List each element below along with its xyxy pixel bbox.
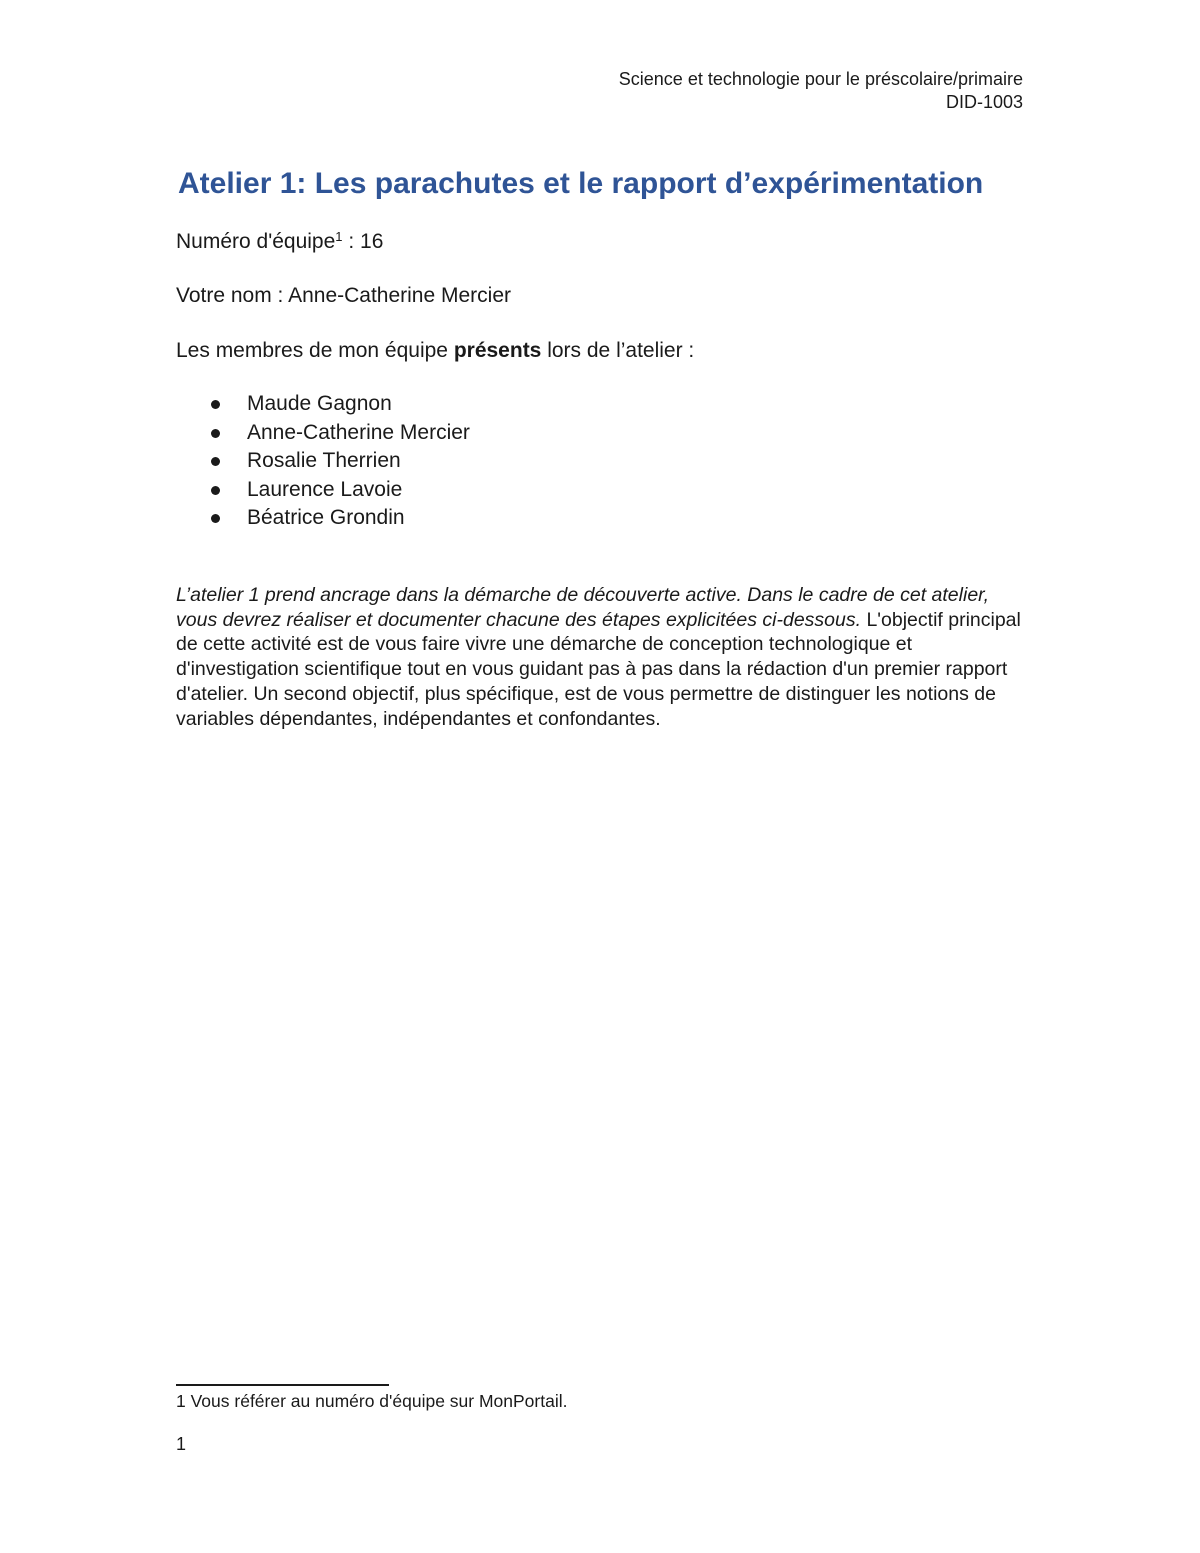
list-item bbox=[176, 504, 470, 533]
members-list bbox=[176, 390, 470, 533]
member-name: Maude Gagnon bbox=[247, 392, 392, 415]
list-item bbox=[176, 419, 470, 448]
members-label-end: lors de l’atelier : bbox=[541, 339, 695, 362]
footnote bbox=[176, 1390, 567, 1412]
intro-paragraph bbox=[176, 583, 1026, 731]
bullet-icon bbox=[211, 400, 220, 409]
page-header bbox=[619, 68, 1023, 114]
footnote-text: Vous référer au numéro d'équipe sur MonPortail. bbox=[185, 1391, 568, 1411]
bullet-icon bbox=[211, 514, 220, 523]
your-name-field bbox=[176, 283, 511, 309]
your-name-value: Anne-Catherine Mercier bbox=[288, 284, 512, 307]
footnote-reference: 1 bbox=[335, 229, 343, 244]
list-item bbox=[176, 390, 470, 419]
member-name: Anne-Catherine Mercier bbox=[247, 420, 470, 444]
members-present-label bbox=[176, 338, 694, 364]
intro-italic-text: L’atelier 1 prend ancrage dans la démarche de découverte active. Dans le cadre de cet atelier, vous devrez réaliser et documenter chacune des étapes explicitées ci-dessous. bbox=[176, 584, 990, 631]
course-code: DID-1003 bbox=[945, 92, 1023, 112]
team-number-field bbox=[176, 229, 383, 255]
team-number-value: 16 bbox=[360, 230, 384, 253]
members-label-bold: présents bbox=[453, 339, 542, 362]
members-label-start: Les membres de mon équipe bbox=[176, 339, 454, 362]
page-number: 1 bbox=[176, 1434, 187, 1454]
bullet-icon bbox=[211, 429, 220, 438]
team-number-separator: : bbox=[342, 230, 361, 253]
bullet-icon bbox=[211, 457, 220, 466]
member-name: Rosalie Therrien bbox=[247, 449, 401, 472]
your-name-label: Votre nom : bbox=[176, 284, 289, 307]
list-item bbox=[176, 447, 470, 476]
intro-regular-text: L'objectif principal de cette activité est de vous faire vivre une démarche de conception technologique et d'investigation scientifique tout en vous guidant pas à pas dans la rédaction d'un premier rapport d'atelier. Un second objectif, plus spécifique, est de vous permettre de distinguer les notions de variables dépendantes, indépendantes et confondantes. bbox=[176, 608, 1021, 730]
footnote-number: 1 bbox=[176, 1391, 186, 1411]
member-name: Béatrice Grondin bbox=[247, 506, 405, 529]
footnote-separator bbox=[176, 1384, 389, 1386]
document-title: Atelier 1: Les parachutes et le rapport d’expérimentation bbox=[178, 167, 984, 200]
member-name: Laurence Lavoie bbox=[247, 477, 403, 501]
bullet-icon bbox=[211, 486, 220, 495]
course-title: Science et technologie pour le préscolaire/primaire bbox=[618, 69, 1023, 89]
team-number-label: Numéro d'équipe bbox=[176, 230, 336, 253]
list-item bbox=[176, 476, 470, 505]
